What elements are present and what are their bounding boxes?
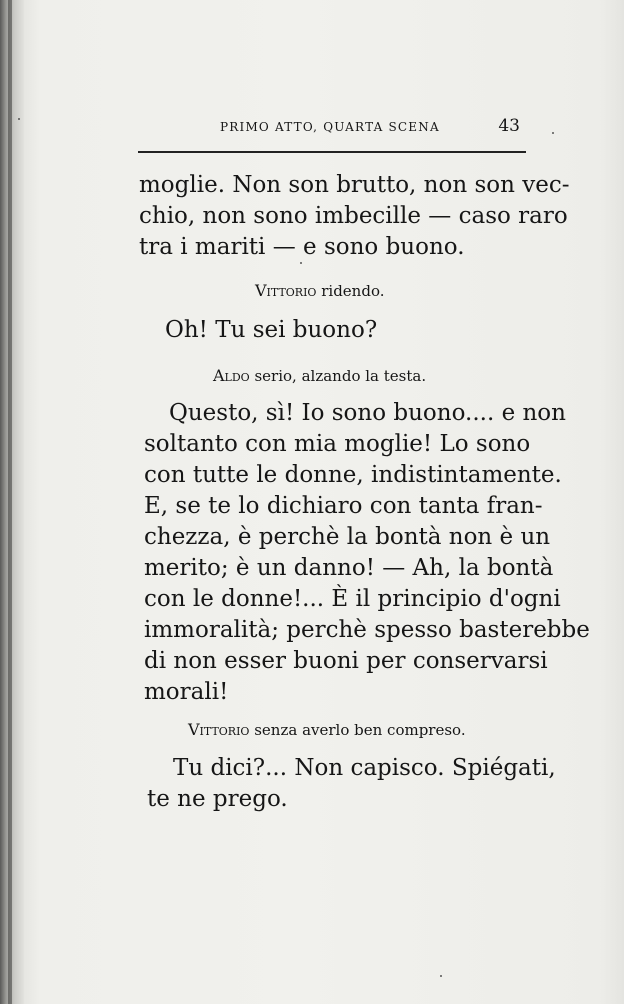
page-header <box>138 116 530 138</box>
paper-speck <box>440 975 442 977</box>
stage-direction <box>255 283 384 299</box>
text-line: merito; è un danno! — Ah, la bontà <box>144 555 554 581</box>
direction-text: senza averlo ben compreso. <box>254 721 466 739</box>
text-line: con tutte le donne, indistintamente. <box>144 462 562 488</box>
text-line: chezza, è perchè la bontà non è un <box>144 524 551 550</box>
stage-direction <box>188 722 466 738</box>
gutter-shadow <box>8 0 12 1004</box>
speaker-name: Aldo <box>213 366 250 385</box>
running-head: PRIMO ATTO, QUARTA SCENA <box>220 120 440 134</box>
paper-speck <box>552 132 554 134</box>
text-line: immoralità; perchè spesso basterebbe <box>144 617 590 643</box>
speaker-name: Vittorio <box>255 281 317 300</box>
paper-speck <box>300 262 302 264</box>
speaker-name: Vittorio <box>188 720 250 739</box>
text-line: Oh! Tu sei buono? <box>165 317 378 343</box>
direction-text: ridendo. <box>321 282 385 300</box>
header-rule <box>138 151 526 153</box>
text-line: E, se te lo dichiaro con tanta fran- <box>144 493 543 519</box>
text-line: Tu dici?... Non capisco. Spiégati, <box>173 755 556 781</box>
page-number: 43 <box>498 116 520 136</box>
paper-speck <box>18 118 20 120</box>
text-line: chio, non sono imbecille — caso raro <box>139 203 568 229</box>
text-line: te ne prego. <box>147 786 288 812</box>
direction-text: serio, alzando la testa. <box>254 367 427 385</box>
text-line: di non esser buoni per conservarsi <box>144 648 548 674</box>
text-line: tra i mariti — e sono buono. <box>139 234 465 260</box>
book-gutter <box>0 0 24 1004</box>
text-line: Questo, sì! Io sono buono.... e non <box>169 400 566 426</box>
text-line: morali! <box>144 679 229 705</box>
text-line: moglie. Non son brutto, non son vec- <box>139 172 570 198</box>
stage-direction <box>213 368 426 384</box>
text-line: con le donne!... È il principio d'ogni <box>144 586 561 612</box>
text-line: soltanto con mia moglie! Lo sono <box>144 431 531 457</box>
